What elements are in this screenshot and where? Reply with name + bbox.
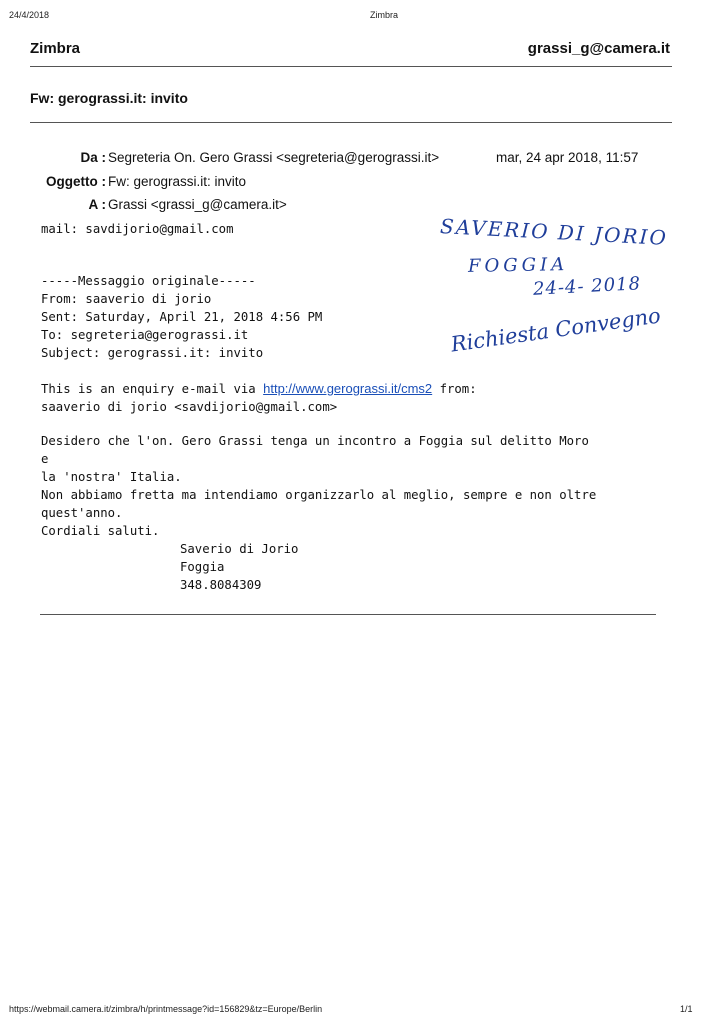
to-label: A :	[88, 197, 106, 212]
signature-city: Foggia	[180, 560, 225, 574]
footer-url: https://webmail.camera.it/zimbra/h/printmessage?id=156829&tz=Europe/Berlin	[9, 1004, 323, 1014]
body-line-4: Non abbiamo fretta ma intendiamo organizzarlo al meglio, sempre e non oltre	[41, 488, 597, 502]
original-sent: Sent: Saturday, April 21, 2018 4:56 PM	[41, 310, 323, 324]
body-line-1: Desidero che l'on. Gero Grassi tenga un incontro a Foggia sul delitto Moro	[41, 434, 589, 448]
original-to: To: segreteria@gerograssi.it	[41, 328, 249, 342]
account-email: grassi_g@camera.it	[527, 40, 670, 57]
handwritten-note: Richiesta Convegno	[449, 303, 663, 357]
handwritten-name: SAVERIO DI JORIO	[439, 214, 669, 250]
handwritten-city: FOGGIA	[467, 254, 569, 277]
print-date: 24/4/2018	[9, 10, 50, 20]
original-subject: Subject: gerograssi.it: invito	[41, 346, 264, 360]
date-value: mar, 24 apr 2018, 11:57	[496, 150, 639, 165]
body-line-3: la 'nostra' Italia.	[41, 470, 182, 484]
handwritten-date: 24-4- 2018	[532, 273, 642, 300]
footer-page-number: 1/1	[680, 1004, 693, 1014]
from-label: Da :	[80, 150, 106, 165]
to-value: Grassi <grassi_g@camera.it>	[108, 197, 287, 212]
app-name: Zimbra	[30, 40, 81, 57]
signature-name: Saverio di Jorio	[180, 542, 299, 556]
subject-value: Fw: gerograssi.it: invito	[108, 174, 247, 189]
mail-line: mail: savdijorio@gmail.com	[41, 222, 234, 236]
subject-divider	[30, 122, 672, 123]
body-line-6: Cordiali saluti.	[41, 524, 160, 538]
enquiry-line: This is an enquiry e-mail via http://www.gerograssi.it/cms2 from:	[41, 381, 477, 396]
body-line-2: e	[41, 452, 49, 466]
original-from: From: saaverio di jorio	[41, 292, 212, 306]
subject-label: Oggetto :	[46, 174, 106, 189]
body-line-5: quest'anno.	[41, 506, 123, 520]
gerograssi-link[interactable]: http://www.gerograssi.it/cms2	[263, 381, 433, 396]
header-divider	[30, 66, 672, 67]
enquiry-sender: saaverio di jorio <savdijorio@gmail.com>	[41, 400, 338, 414]
message-subject-title: Fw: gerograssi.it: invito	[30, 90, 188, 106]
original-separator: -----Messaggio originale-----	[41, 274, 256, 288]
print-title: Zimbra	[370, 10, 399, 20]
body-end-divider	[40, 614, 656, 615]
signature-phone: 348.8084309	[180, 578, 262, 592]
from-value: Segreteria On. Gero Grassi <segreteria@gerograssi.it>	[108, 150, 440, 165]
